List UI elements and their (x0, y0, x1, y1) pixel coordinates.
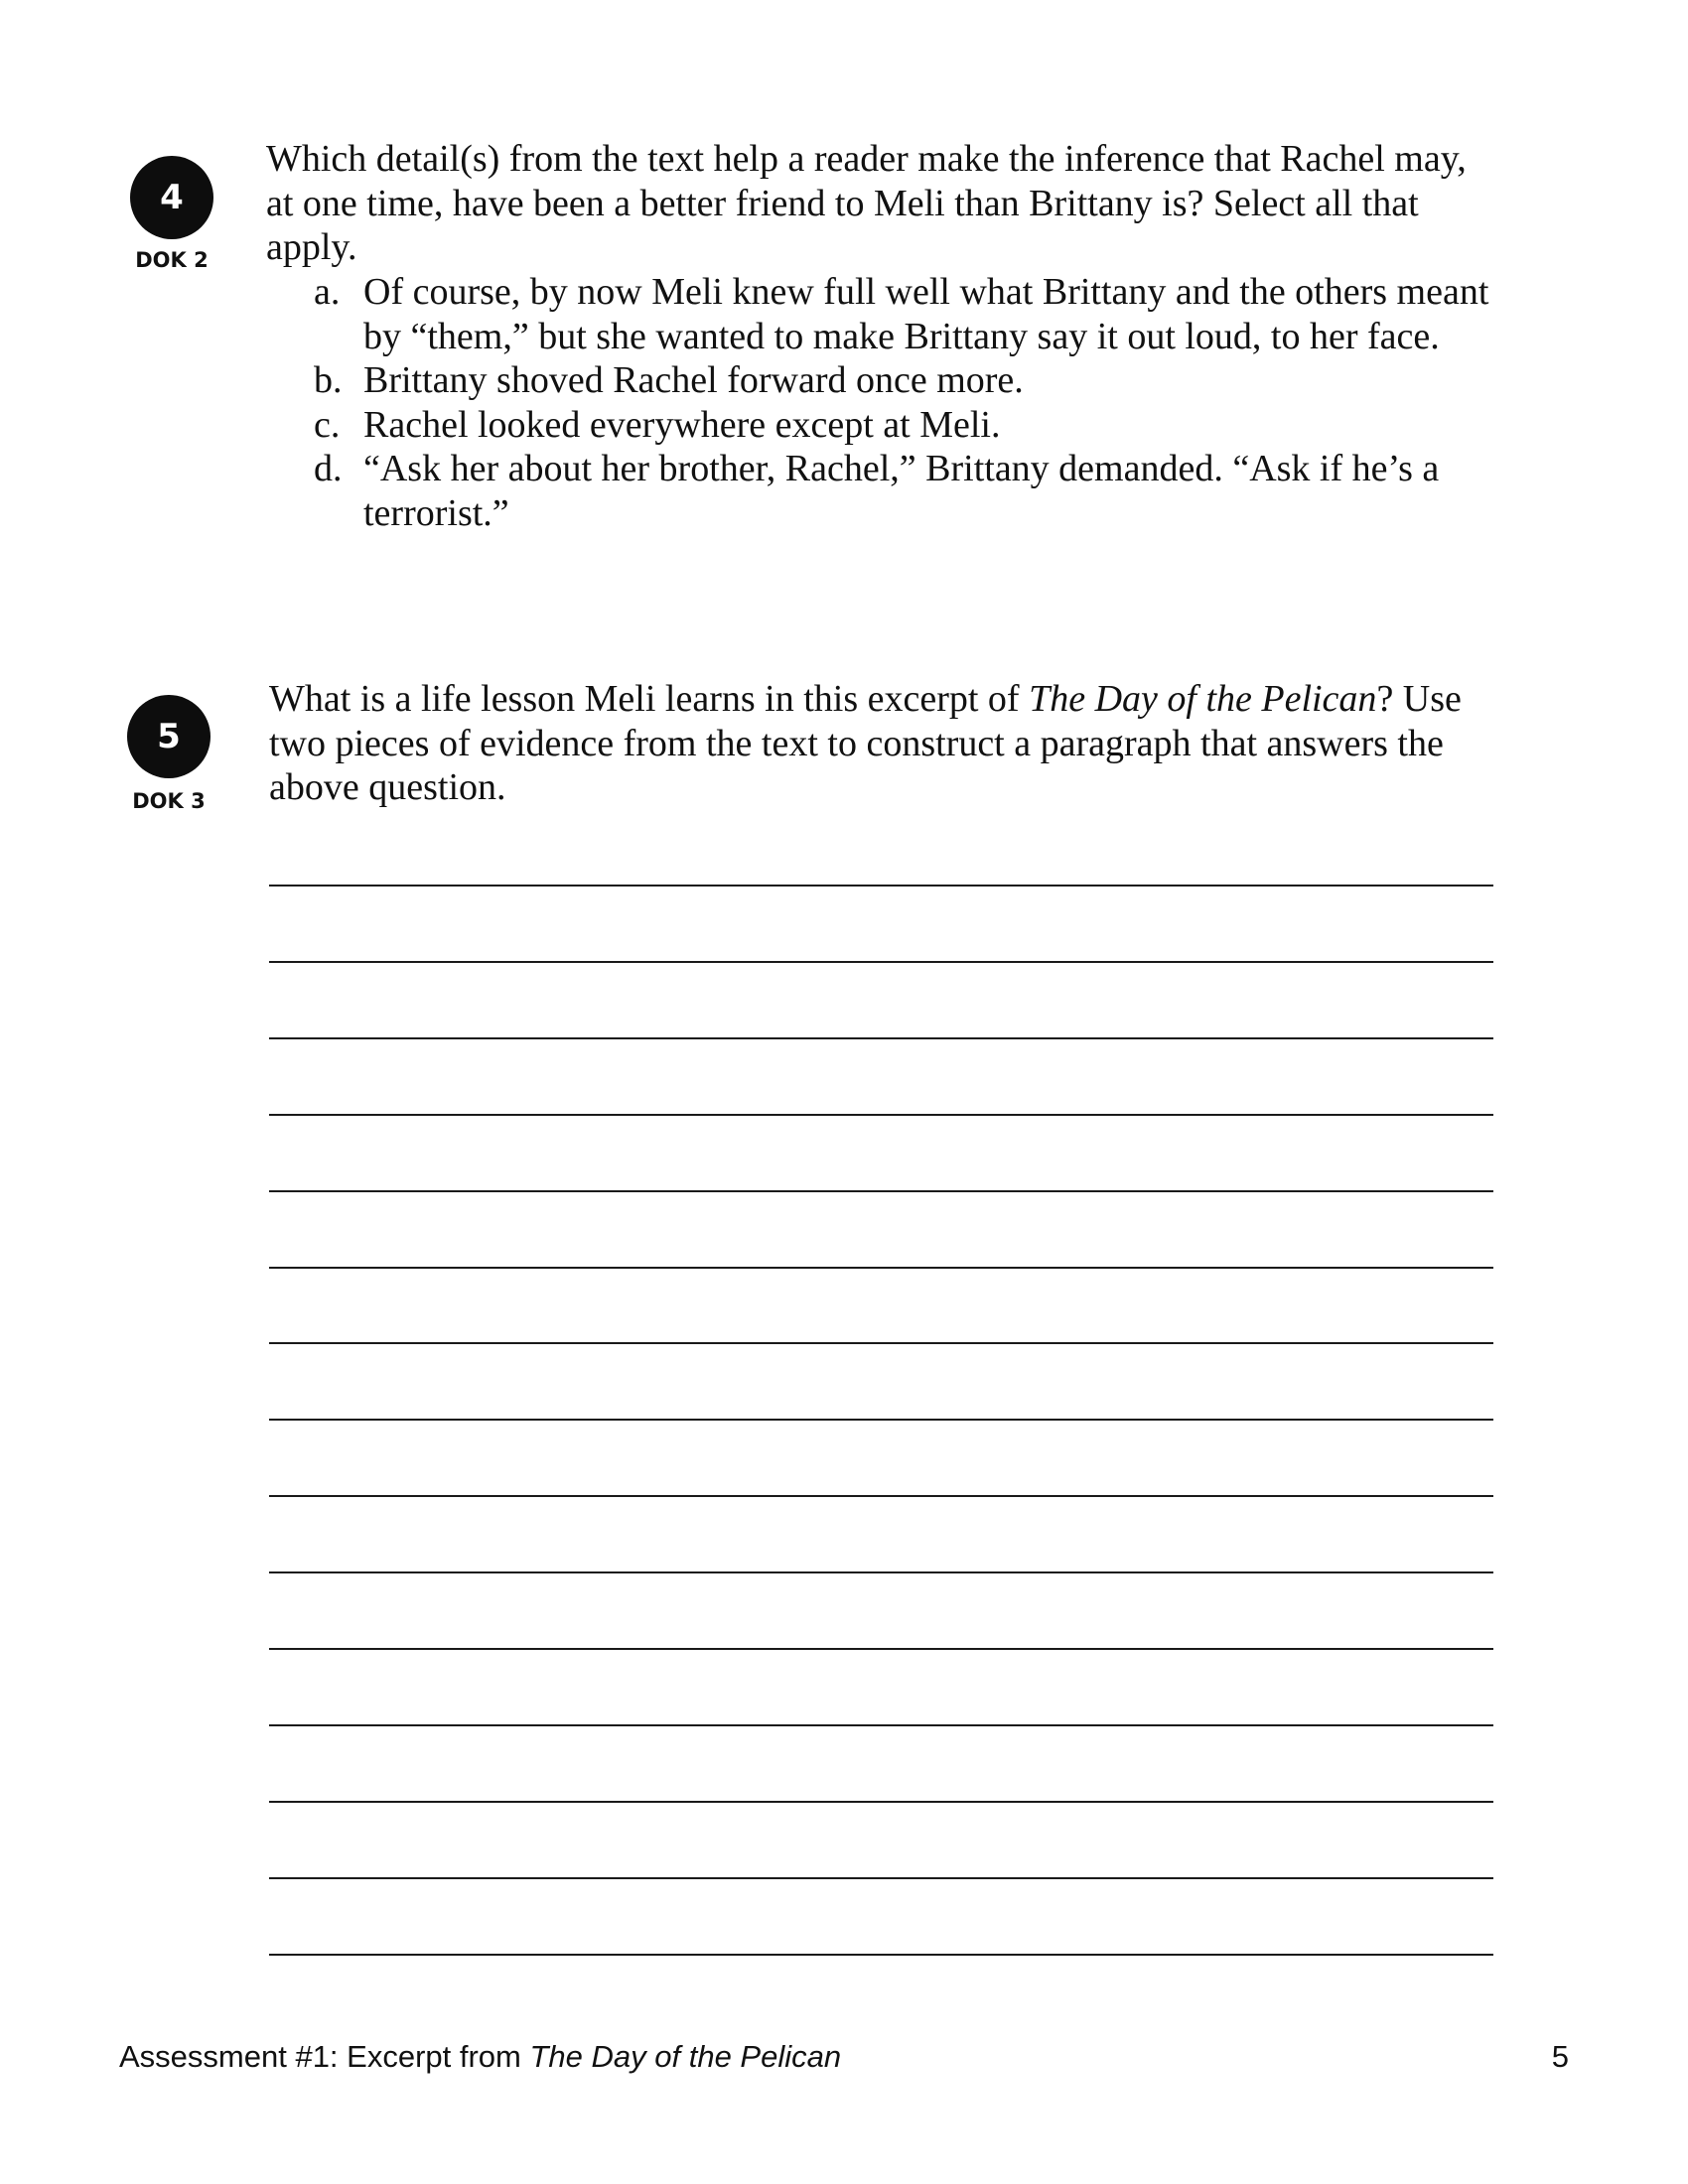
option-text: Brittany shoved Rachel forward once more. (363, 359, 1024, 401)
question-4-options (314, 270, 1505, 535)
footer-caption (119, 2039, 841, 2075)
answer-line[interactable] (269, 1342, 1493, 1344)
question-4-dok-label: DOK 2 (135, 248, 209, 272)
question-5-number-badge (127, 695, 211, 778)
option-letter: a. (314, 271, 341, 313)
question-5-stem-before: What is a life lesson Meli learns in this excerpt of (269, 678, 1030, 720)
answer-line[interactable] (269, 885, 1493, 887)
option-text: “Ask her about her brother, Rachel,” Brittany demanded. “Ask if he’s a terrorist.” (363, 448, 1440, 534)
question-5-stem-after: ? Use two pieces of evidence from the text to construct a paragraph that answers the above question. (269, 678, 1462, 808)
question-5-number: 5 (157, 717, 181, 756)
answer-line[interactable] (269, 1419, 1493, 1421)
answer-line[interactable] (269, 961, 1493, 963)
answer-line[interactable] (269, 1571, 1493, 1573)
answer-line[interactable] (269, 1648, 1493, 1650)
answer-line[interactable] (269, 1801, 1493, 1803)
question-4-number-badge (130, 156, 213, 239)
question-4-option-b[interactable] (314, 358, 1505, 403)
answer-line[interactable] (269, 1495, 1493, 1497)
question-4-number: 4 (160, 178, 184, 217)
question-5-stem-book-title: The Day of the Pelican (1029, 678, 1377, 720)
question-4-stem: Which detail(s) from the text help a reader make the inference that Rachel may, at one time, have been a better friend to Meli than Brittany is? Select all that apply. (266, 138, 1467, 268)
answer-line[interactable] (269, 1724, 1493, 1726)
question-4-option-a[interactable] (314, 270, 1505, 358)
page-number: 5 (1551, 2039, 1569, 2074)
option-letter: c. (314, 403, 341, 446)
answer-line[interactable] (269, 1267, 1493, 1269)
footer-prefix: Assessment #1: Excerpt from (119, 2039, 530, 2074)
answer-line[interactable] (269, 1190, 1493, 1192)
question-5-stem (269, 677, 1500, 810)
question-4-option-d[interactable] (314, 447, 1505, 535)
answer-line[interactable] (269, 1954, 1493, 1956)
footer-book-title: The Day of the Pelican (529, 2039, 842, 2074)
option-text: Rachel looked everywhere except at Meli. (363, 403, 1001, 446)
answer-line[interactable] (269, 1114, 1493, 1116)
question-4-option-c[interactable] (314, 403, 1505, 448)
answer-line[interactable] (269, 1037, 1493, 1039)
option-text: Of course, by now Meli knew full well what Brittany and the others meant by “them,” but she wanted to make Brittany say it out loud, to her face. (363, 271, 1489, 357)
question-5-dok-label: DOK 3 (132, 789, 206, 813)
option-letter: d. (314, 448, 343, 489)
option-letter: b. (314, 359, 343, 401)
answer-line[interactable] (269, 1877, 1493, 1879)
